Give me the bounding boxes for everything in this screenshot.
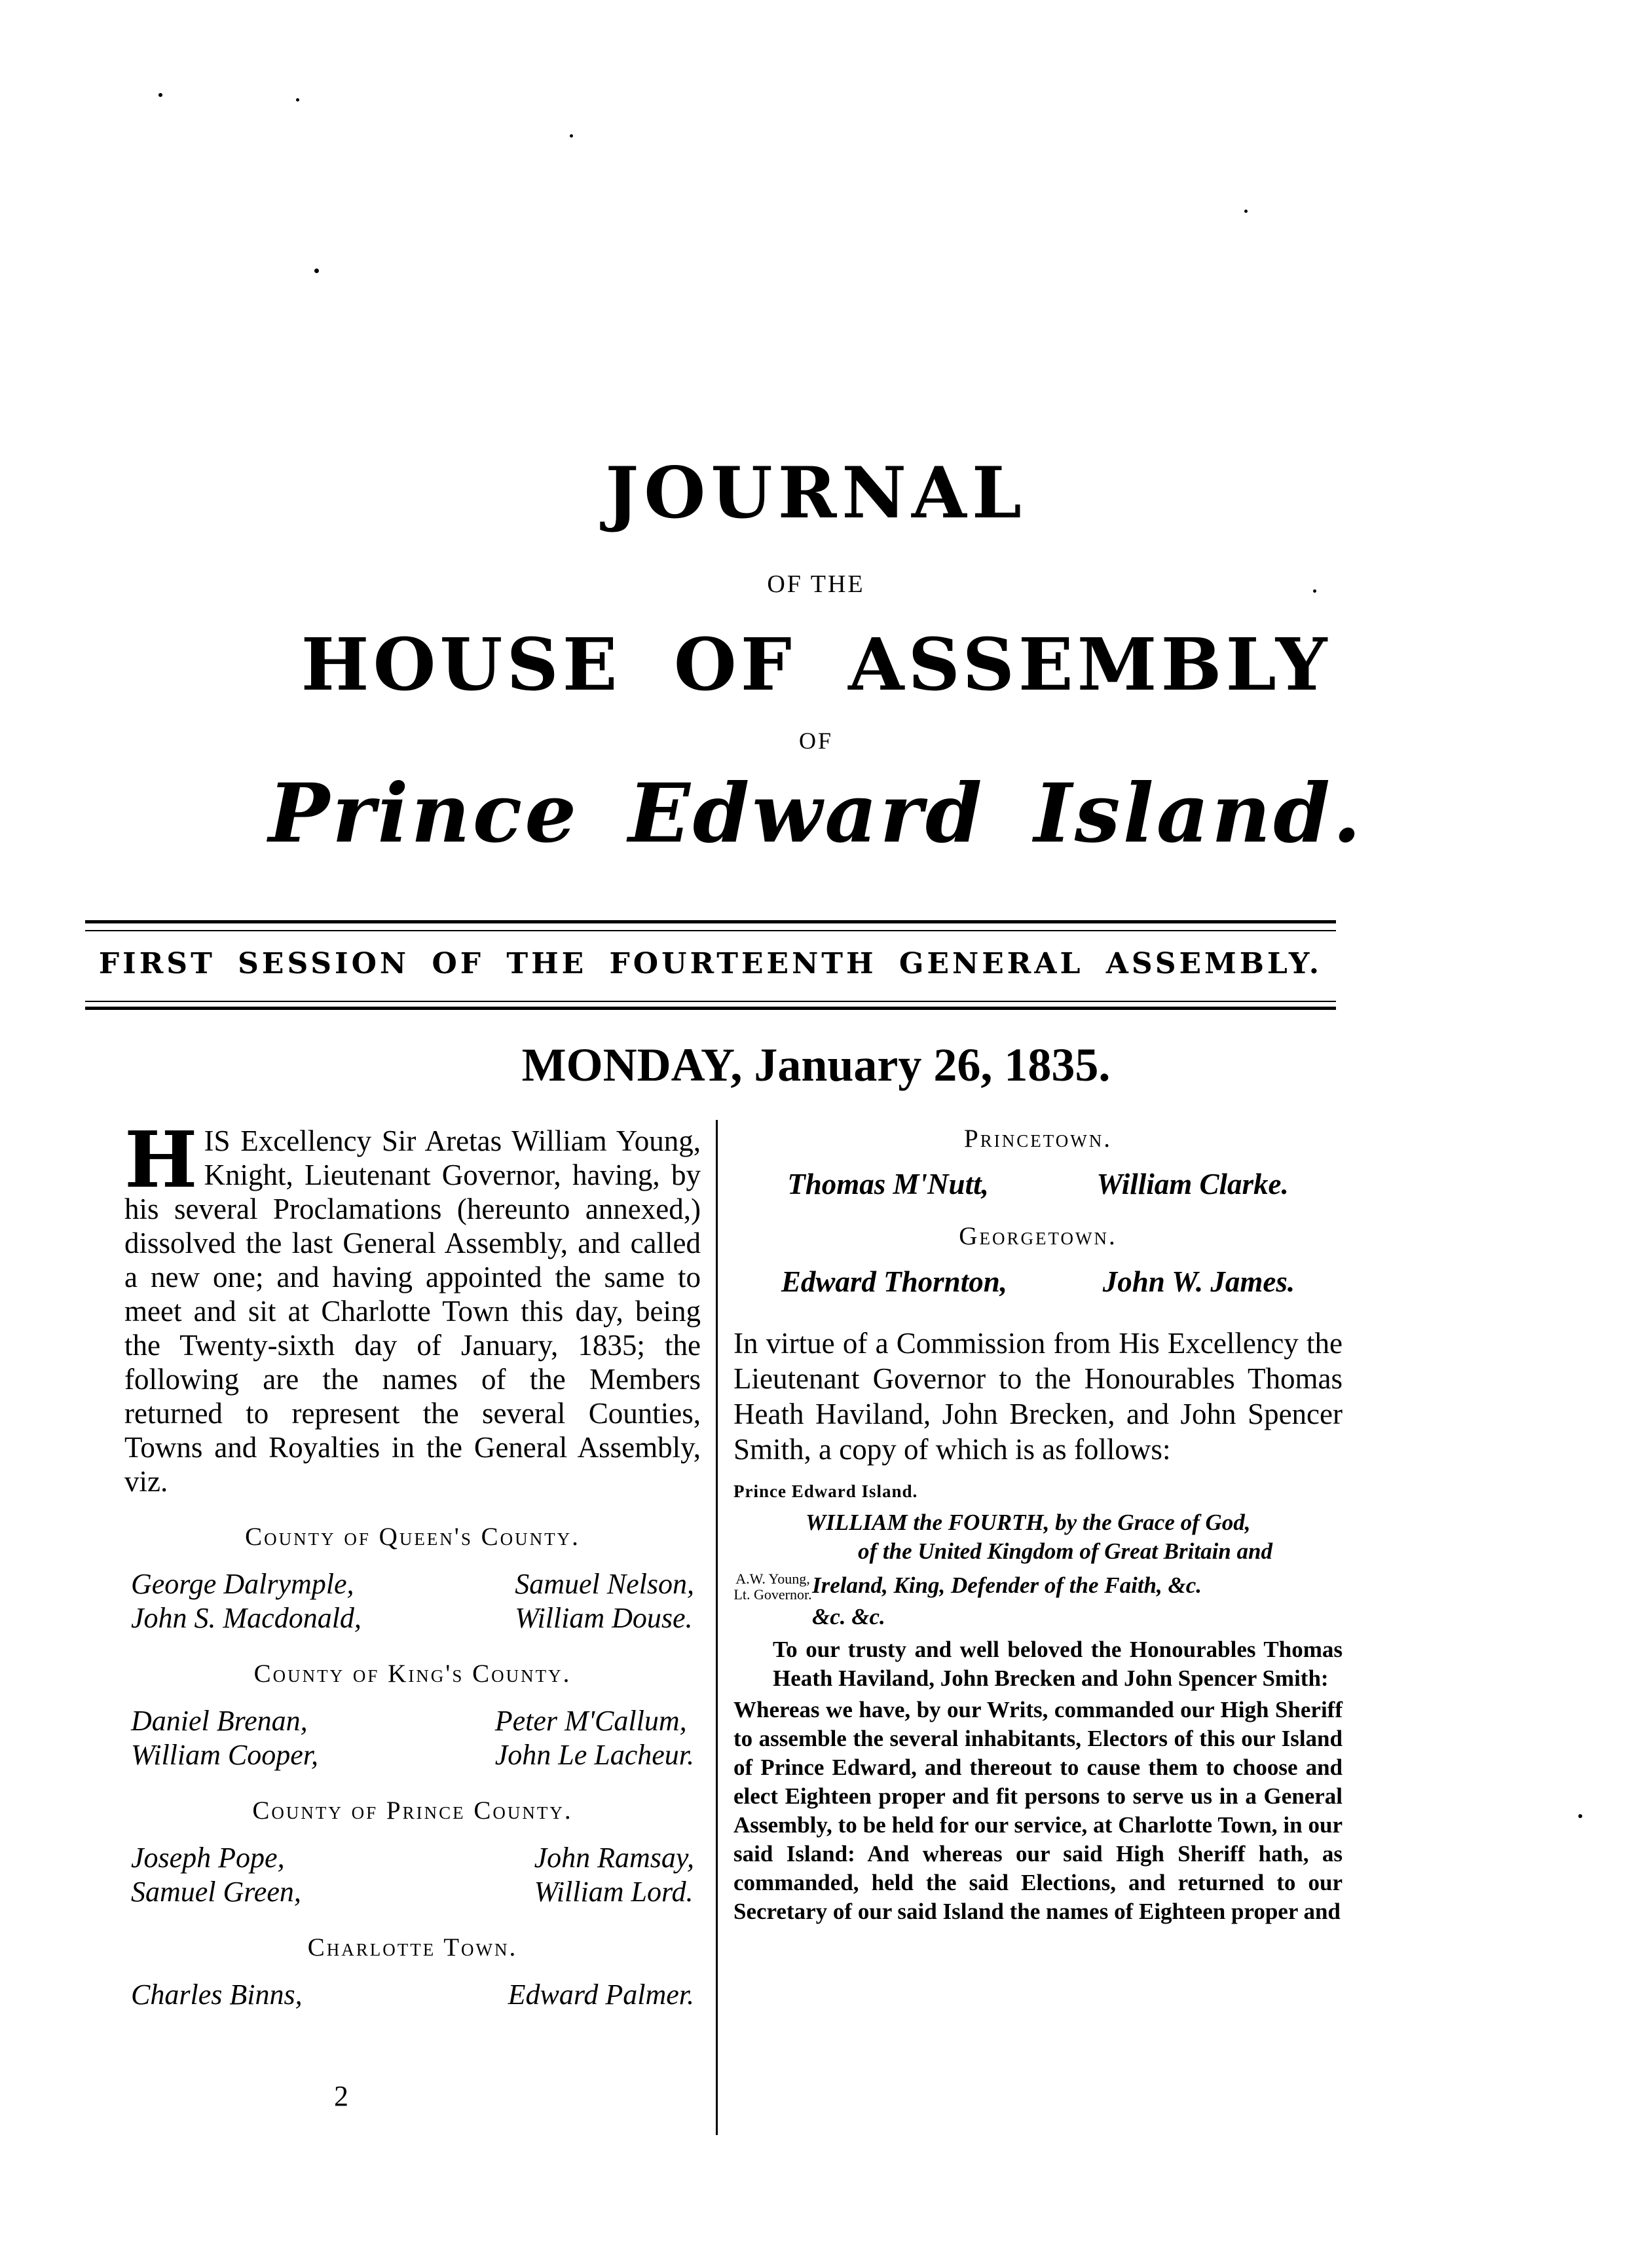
scan-speck — [158, 93, 162, 97]
title-of: OF — [798, 728, 834, 754]
sitting-date: MONDAY, January 26, 1835. — [521, 1039, 1111, 1091]
scan-speck — [314, 269, 319, 273]
scan-speck — [570, 134, 573, 138]
commission-intro: In virtue of a Commission from His Excellency the Lieutenant Governor to the Honourables Thomas Heath Haviland, John Brecken, and John Spencer Smith, a copy of which is as follows: — [733, 1327, 1343, 1466]
right-column — [733, 1124, 1343, 1926]
member-name: William Douse. — [515, 1602, 693, 1634]
royal-line: WILLIAM the FOURTH, by the Grace of God, — [806, 1510, 1251, 1535]
royal-line: &c. &c. — [812, 1604, 885, 1629]
member-name: Edward Palmer. — [508, 1979, 694, 2011]
intro-paragraph — [124, 1114, 701, 1498]
constituency-heading: County of Queen's County. — [245, 1523, 580, 1551]
member-names — [733, 1264, 1343, 1299]
royal-line: Ireland, King, Defender of the Faith, &c. — [812, 1572, 1202, 1598]
member-name: Samuel Green, — [131, 1876, 301, 1908]
constituency-kings — [124, 1659, 701, 1772]
governor-side-note — [733, 1571, 812, 1603]
journal-title: JOURNAL — [605, 452, 1027, 534]
house-of-assembly-title: HOUSE OF ASSEMBLY — [301, 622, 1331, 707]
scan-speck — [296, 98, 299, 102]
member-name: Charles Binns, — [131, 1979, 303, 2011]
commission-whereas: Whereas we have, by our Writs, commanded our High Sheriff to assemble the several inhabitants, Electors of this our Island of Prince Edward, and thereout to cause them to choose and elect Eighteen proper and fit persons to serve us in a General Assembly, to be held for our service, at Charlotte Town, in our said Island: And whereas our said High Sheriff hath, as commanded, held the said Elections, and returned to our Secretary of our said Island the names of Eighteen proper and — [733, 1697, 1343, 1924]
constituency-heading: County of Prince County. — [252, 1796, 573, 1825]
member-names — [124, 1567, 701, 1635]
member-name: Edward Thornton, — [781, 1265, 1007, 1298]
session-heading: FIRST SESSION OF THE FOURTEENTH GENERAL ASSEMBLY. — [98, 947, 1323, 980]
title-of-the: OF THE — [767, 570, 865, 598]
commission-place: Prince Edward Island. — [733, 1481, 918, 1501]
scan-speck — [1244, 210, 1248, 213]
member-names — [733, 1166, 1343, 1202]
member-names — [124, 1704, 701, 1772]
royal-style-block — [733, 1571, 1343, 1603]
side-note-line: Lt. Governor. — [733, 1586, 812, 1603]
session-rule-thick — [85, 1007, 1336, 1010]
left-column — [124, 1114, 701, 2012]
member-name: Joseph Pope, — [131, 1842, 285, 1874]
member-name: William Clarke. — [1096, 1168, 1289, 1200]
intro-text: IS Excellency Sir Aretas William Young, Knight, Lieutenant Governor, having, by his several Proclamations (hereunto annexed,) dissolved the last General Assembly, and called a new one; and having appointed the same to meet and sit at Charlotte Town this day, being the Twenty-sixth day of January, 1835; the following are the names of the Members returned to represent the several Counties, Towns and Royalties in the General Assembly, viz. — [124, 1125, 701, 1498]
header-rule-thick — [85, 920, 1336, 923]
member-name: William Lord. — [534, 1876, 694, 1908]
header-rule-thin — [85, 930, 1336, 931]
member-name: John Ramsay, — [534, 1842, 694, 1874]
session-rule-thin — [85, 1001, 1336, 1002]
member-name: George Dalrymple, — [131, 1568, 354, 1600]
member-name: Peter M'Callum, — [494, 1705, 687, 1737]
side-note-line: A.W. Young, — [735, 1571, 810, 1587]
constituency-heading: County of King's County. — [253, 1660, 572, 1688]
member-name: John S. Macdonald, — [131, 1602, 362, 1634]
constituency-heading: Princetown. — [964, 1125, 1112, 1153]
column-divider — [716, 1120, 718, 2135]
member-names — [124, 1978, 701, 2012]
member-names — [124, 1841, 701, 1909]
member-name: William Cooper, — [131, 1739, 319, 1771]
commission-address: To our trusty and well beloved the Honourables Thomas Heath Haviland, John Brecken and John Spencer Smith: — [773, 1637, 1343, 1691]
constituency-charlottetown — [124, 1933, 701, 2012]
member-name: Daniel Brenan, — [131, 1705, 308, 1737]
member-name: John W. James. — [1102, 1265, 1295, 1298]
constituency-queens — [124, 1522, 701, 1635]
constituency-heading: Georgetown. — [959, 1222, 1117, 1250]
constituency-heading: Charlotte Town. — [307, 1933, 518, 1961]
member-name: Thomas M'Nutt, — [787, 1168, 989, 1200]
member-name: Samuel Nelson, — [515, 1568, 694, 1600]
constituency-prince — [124, 1796, 701, 1909]
scan-speck — [1578, 1814, 1582, 1818]
province-title: Prince Edward Island. — [268, 766, 1364, 861]
member-name: John Le Lacheur. — [494, 1739, 694, 1771]
royal-line: of the United Kingdom of Great Britain and — [858, 1538, 1272, 1564]
page-number: 2 — [334, 2080, 348, 2112]
drop-cap: H — [124, 1114, 198, 1205]
